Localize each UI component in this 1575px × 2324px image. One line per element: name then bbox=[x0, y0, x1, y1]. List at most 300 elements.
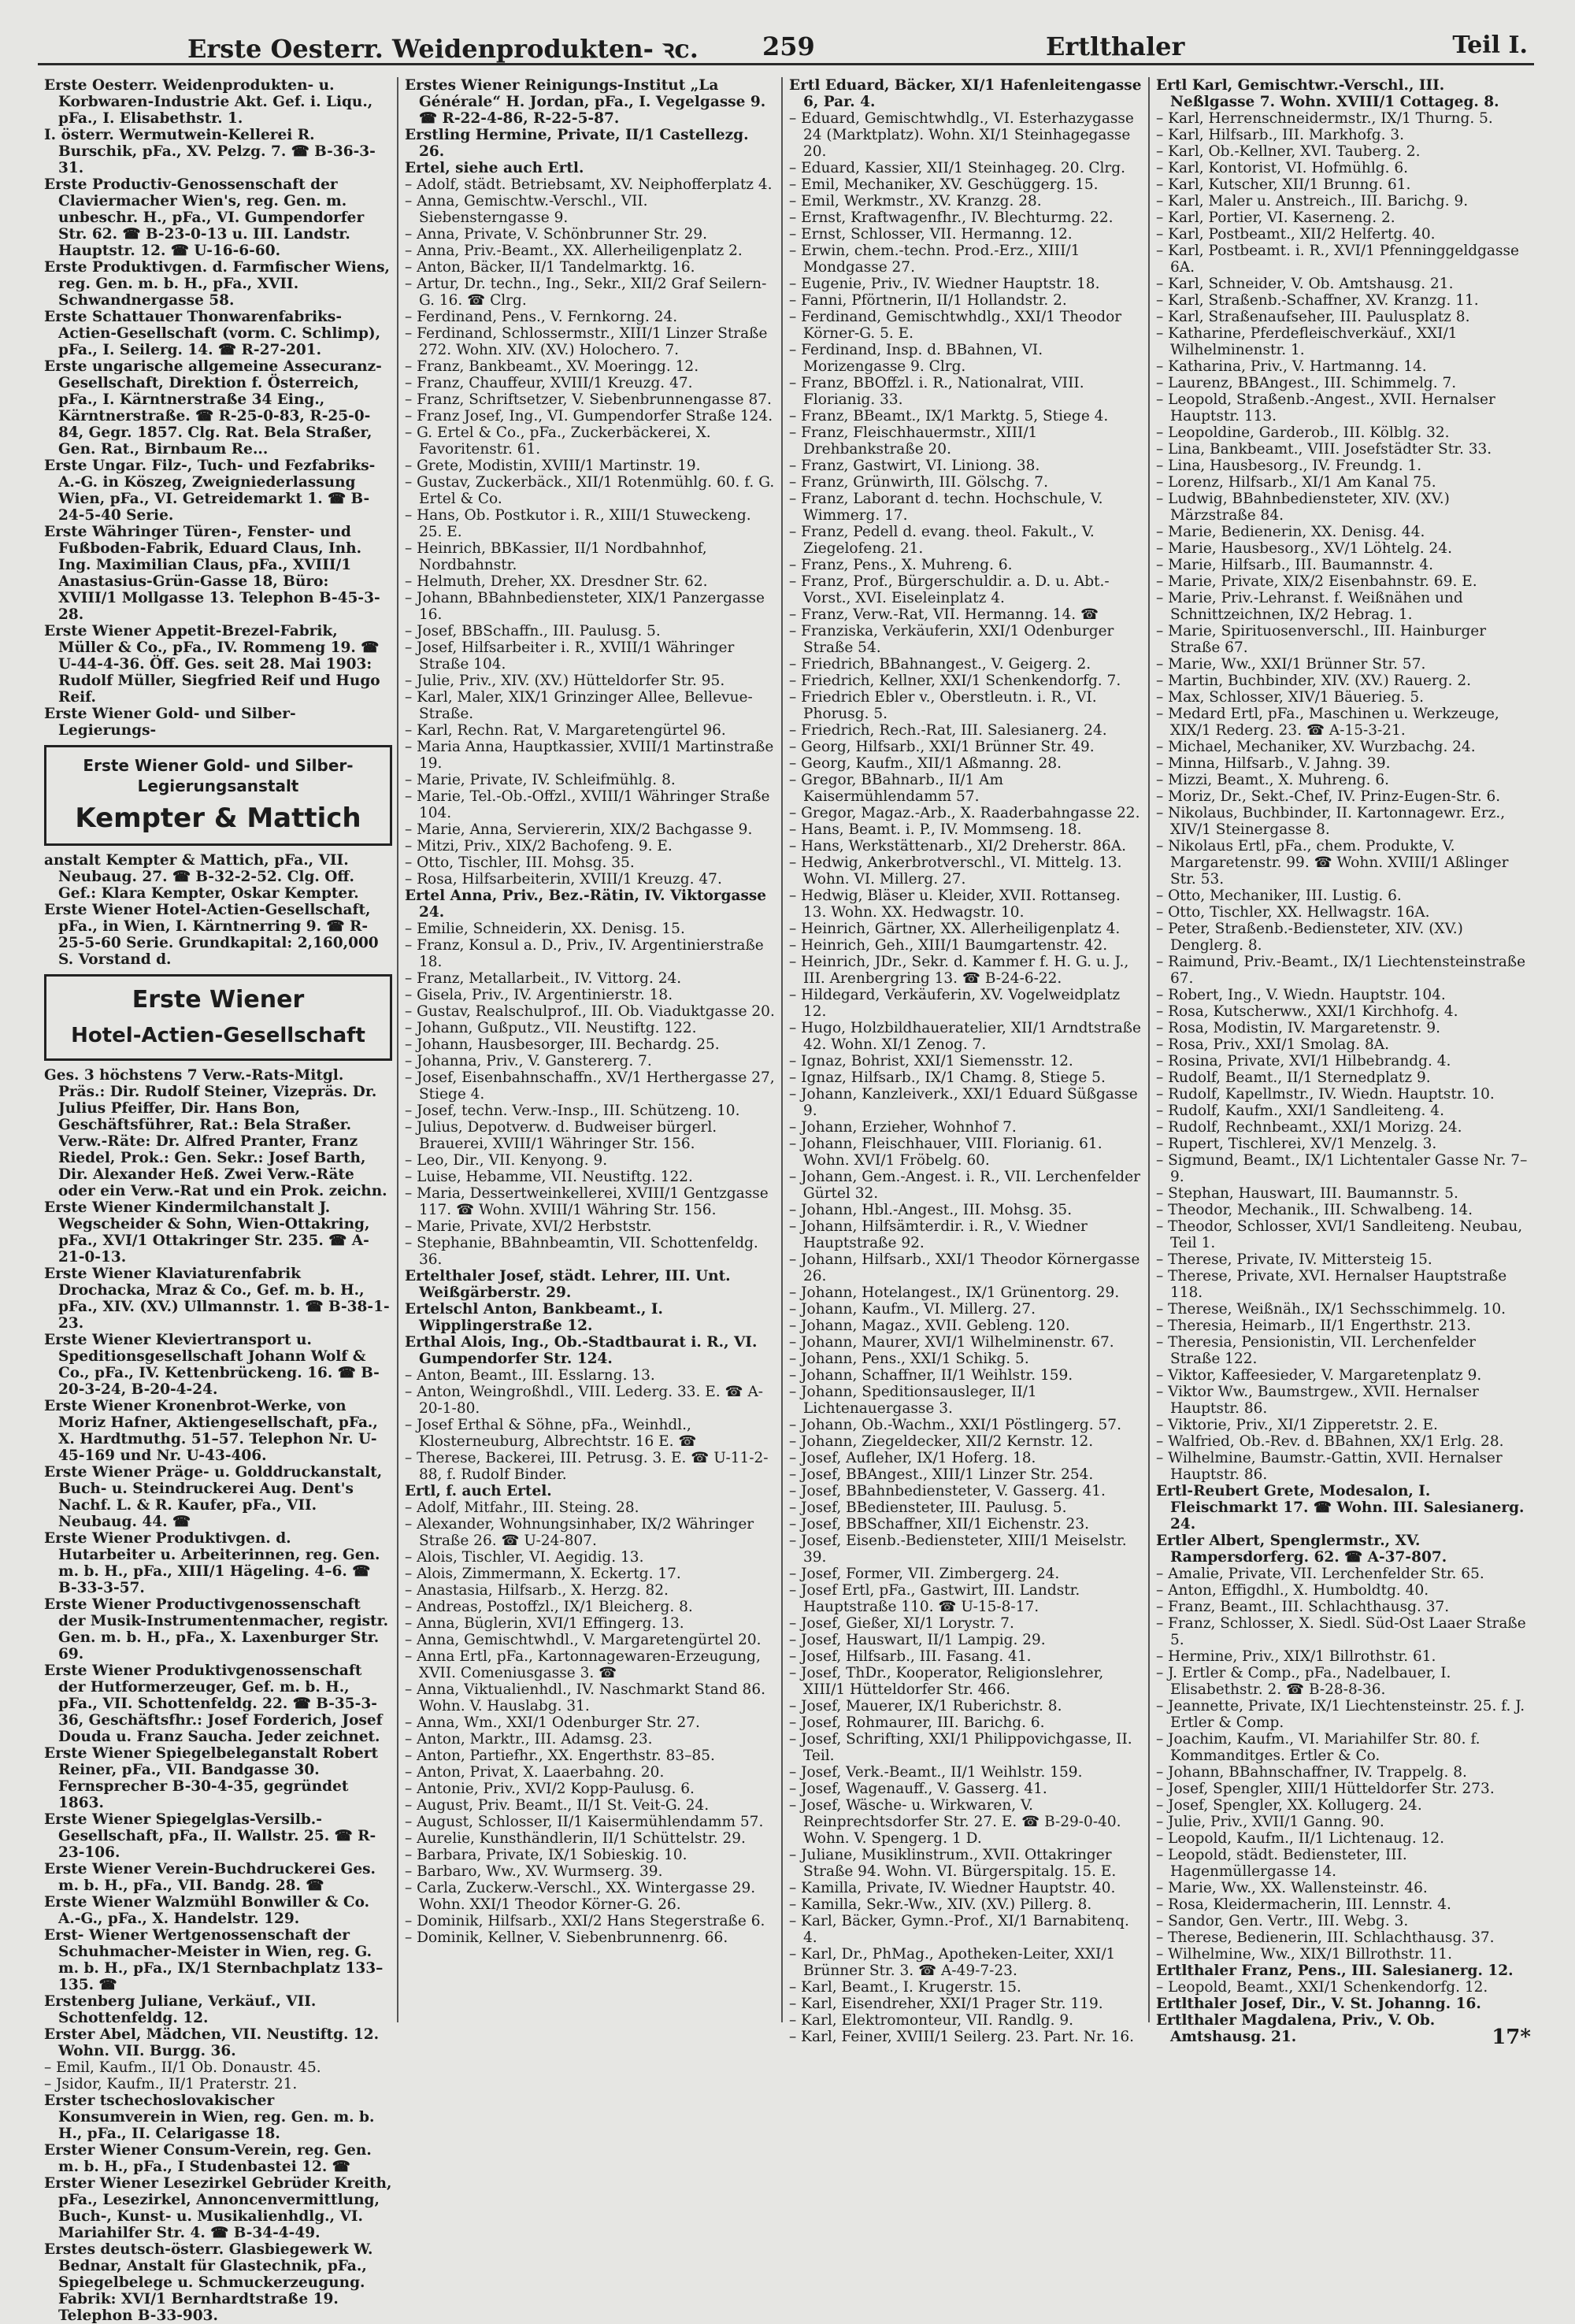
directory-entry: – Georg, Kaufm., XII/1 Aßmanng. 28. bbox=[789, 755, 1062, 772]
directory-entry: – Anna Ertl, pFa., Kartonnagewaren-Erzeugung, XVII. Comeniusgasse 3. ☎ bbox=[405, 1648, 761, 1681]
directory-entry: – Heinrich, Geh., XIII/1 Baumgartenstr. 42. bbox=[789, 937, 1108, 954]
directory-entry: – Karl, Schneider, V. Ob. Amtshausg. 21. bbox=[1156, 276, 1454, 292]
directory-entry: – Maria, Dessertweinkellerei, XVIII/1 Gentzgasse 117. ☎ Wohn. XVIII/1 Währing Str. 156. bbox=[405, 1185, 769, 1218]
directory-entry: – Karl, Portier, VI. Kaserneng. 2. bbox=[1156, 209, 1395, 226]
directory-entry: – August, Schlosser, II/1 Kaisermühlendamm 57. bbox=[405, 1814, 764, 1830]
directory-entry: – Anton, Bäcker, II/1 Tandelmarktg. 16. bbox=[405, 259, 695, 276]
directory-entry: – Gregor, BBahnarb., II/1 Am Kaisermühlendamm 57. bbox=[789, 772, 1004, 805]
directory-entry: – Lorenz, Hilfsarb., XI/1 Am Kanal 75. bbox=[1156, 474, 1436, 491]
directory-entry: – Franz, Fleischhauermstr., XIII/1 Drehbankstraße 20. bbox=[789, 424, 1038, 458]
directory-entry: – Hugo, Holzbildhaueratelier, XII/1 Arndtstraße 42. Wohn. XI/1 Zenog. 7. bbox=[789, 1020, 1141, 1053]
directory-entry: Erste Schattauer Thonwarenfabriks-Actien-Gesellschaft (vorm. C. Schlimp), pFa., I. Seilerg. 14. ☎ R-27-201. bbox=[44, 309, 381, 358]
directory-entry: – Marie, Private, XVI/2 Herbststr. bbox=[405, 1218, 652, 1235]
directory-entry: – Johann, Pens., XXI/1 Schikg. 5. bbox=[789, 1351, 1029, 1367]
directory-entry: – Robert, Ing., V. Wiedn. Hauptstr. 104. bbox=[1156, 987, 1446, 1003]
directory-entry: Ertel, siehe auch Ertl. bbox=[405, 160, 584, 176]
directory-entry: – Julie, Priv., XVII/1 Ganng. 90. bbox=[1156, 1814, 1384, 1830]
directory-entry: – Gisela, Priv., IV. Argentinierstr. 18. bbox=[405, 987, 673, 1003]
directory-entry: – Nikolaus, Buchbinder, II. Kartonnagewr. Erz., XIV/1 Steinergasse 8. bbox=[1156, 805, 1506, 838]
directory-entry: – Luise, Hebamme, VII. Neustiftg. 122. bbox=[405, 1169, 693, 1185]
directory-entry: – Josef, Wagenauff., V. Gasserg. 41. bbox=[789, 1781, 1047, 1797]
directory-entry: – Gustav, Realschulprof., III. Ob. Viaduktgasse 20. bbox=[405, 1003, 775, 1020]
ad-kempter-line2: Kempter & Mattich bbox=[75, 802, 361, 834]
directory-entry: – Fanni, Pförtnerin, II/1 Hollandstr. 2. bbox=[789, 292, 1067, 309]
advertisement-kempter-mattich bbox=[44, 745, 392, 846]
directory-entry: – Rudolf, Kaufm., XXI/1 Sandleiteng. 4. bbox=[1156, 1103, 1444, 1119]
directory-entry: Erste Wiener Spiegelglas-Versilb.-Gesellschaft, pFa., II. Wallstr. 25. ☎ R-23-106. bbox=[44, 1811, 376, 1861]
directory-entry: Erster tschechoslovakischer Konsumverein in Wien, reg. Gen. m. b. H., pFa., II. Celarigasse 18. bbox=[44, 2092, 375, 2142]
directory-entry: – Adolf, städt. Betriebsamt, XV. Neiphofferplatz 4. bbox=[405, 176, 773, 193]
directory-entry: Erste Wiener Kleviertransport u. Speditionsgesellschaft Johann Wolf & Co., pFa., IV. Kettenbrückeng. 16. ☎ B-20-3-24, B-20-4-24. bbox=[44, 1332, 380, 1398]
directory-entry: I. österr. Wermutwein-Kellerei R. Burschik, pFa., XV. Pelzg. 7. ☎ B-36-3-31. bbox=[44, 127, 376, 176]
directory-entry: – Leopold, Straßenb.-Angest., XVII. Hernalser Hauptstr. 113. bbox=[1156, 391, 1495, 424]
directory-entry: – Josef, Spengler, XX. Kollugerg. 24. bbox=[1156, 1797, 1422, 1814]
directory-entry: – Theresia, Pensionistin, VII. Lerchenfelder Straße 122. bbox=[1156, 1334, 1477, 1367]
directory-entry: Erste Währinger Türen-, Fenster- und Fußboden-Fabrik, Eduard Claus, Inh. Ing. Maximilian Claus, pFa., XVIII/1 Anastasius-Grün-Gasse 18, Büro: XVIII/1 Mollgasse 13. Telephon B-45-3-28. bbox=[44, 524, 380, 623]
directory-entry: – Anna, Büglerin, XVI/1 Effingerg. 13. bbox=[405, 1615, 684, 1632]
directory-entry: Erstling Hermine, Private, II/1 Castellezg. 26. bbox=[405, 127, 749, 160]
directory-entry: – Johann, Ob.-Wachm., XXI/1 Pöstlingerg. 57. bbox=[789, 1417, 1121, 1433]
directory-entry: – Karl, Straßenb.-Schaffner, XV. Kranzg. 11. bbox=[1156, 292, 1479, 309]
directory-entry: – Raimund, Priv.-Beamt., IX/1 Liechtensteinstraße 67. bbox=[1156, 954, 1526, 987]
directory-entry: – Karl, Rechn. Rat, V. Margaretengürtel 96. bbox=[405, 722, 726, 739]
directory-entry: Ertl Eduard, Bäcker, XI/1 Hafenleitengasse 6, Par. 4. bbox=[789, 77, 1142, 110]
directory-entry: – Josef, Hauswart, II/1 Lampig. 29. bbox=[789, 1632, 1046, 1648]
directory-entry: – Leopoldine, Garderob., III. Kölblg. 32. bbox=[1156, 424, 1450, 441]
directory-entry: Ertl, f. auch Ertel. bbox=[405, 1483, 552, 1499]
directory-entry: – Aurelie, Kunsthändlerin, II/1 Schüttelstr. 29. bbox=[405, 1830, 746, 1847]
directory-entry: Ertlthaler Josef, Dir., V. St. Johanng. 16. bbox=[1156, 1996, 1481, 2012]
directory-entry: – Johann, BBahnschaffner, IV. Trappelg. 8. bbox=[1156, 1764, 1467, 1781]
directory-entry: – Rosa, Modistin, IV. Margaretenstr. 9. bbox=[1156, 1020, 1440, 1036]
directory-entry: – Ferdinand, Insp. d. BBahnen, VI. Morizengasse 9. Clrg. bbox=[789, 342, 1043, 375]
directory-entry: – Hermine, Priv., XIX/1 Billrothstr. 61. bbox=[1156, 1648, 1436, 1665]
directory-entry: – Adolf, Mitfahr., III. Steing. 28. bbox=[405, 1499, 639, 1516]
directory-entry: – Anton, Partiefhr., XX. Engerthstr. 83–85. bbox=[405, 1748, 715, 1764]
directory-entry: – Johann, Hilfsarb., XXI/1 Theodor Körnergasse 26. bbox=[789, 1251, 1140, 1284]
directory-entry: – Julie, Priv., XIV. (XV.) Hütteldorfer Str. 95. bbox=[405, 673, 725, 689]
directory-entry: Ertl-Reubert Grete, Modesalon, I. Fleischmarkt 17. ☎ Wohn. III. Salesianerg. 24. bbox=[1156, 1483, 1525, 1533]
directory-entry: – Josef, BBediensteter, III. Paulusg. 5. bbox=[789, 1499, 1067, 1516]
header-left-running-head: Erste Oesterr. Weidenprodukten- ꝛc. bbox=[187, 34, 699, 64]
ad-hotel-line1: Erste Wiener bbox=[132, 986, 305, 1014]
directory-entry: – Mizzi, Beamt., X. Muhreng. 6. bbox=[1156, 772, 1390, 788]
directory-entry: – Therese, Weißnäh., IX/1 Sechsschimmelg. 10. bbox=[1156, 1301, 1506, 1318]
directory-entry: – Anna, Viktualienhdl., IV. Naschmarkt Stand 86. Wohn. V. Hauslabg. 31. bbox=[405, 1681, 765, 1714]
directory-entry: – Karl, Ob.-Kellner, XVI. Tauberg. 2. bbox=[1156, 143, 1421, 160]
directory-entry: – Lina, Hausbesorg., IV. Freundg. 1. bbox=[1156, 458, 1422, 474]
directory-entry: – Carla, Zuckerw.-Verschl., XX. Wintergasse 29. Wohn. XXI/1 Theodor Körner-G. 26. bbox=[405, 1880, 756, 1913]
directory-entry: Erster Abel, Mädchen, VII. Neustiftg. 12. Wohn. VII. Burgg. 36. bbox=[44, 2026, 380, 2059]
directory-entry: Erste Produktivgen. d. Farmfischer Wiens, reg. Gen. m. b. H., pFa., XVII. Schwandnergasse 58. bbox=[44, 259, 390, 309]
directory-entry: Ertelschl Anton, Bankbeamt., I. Wipplingerstraße 12. bbox=[405, 1301, 663, 1334]
directory-entry: – Karl, Bäcker, Gymn.-Prof., XI/1 Barnabitenq. 4. bbox=[789, 1913, 1129, 1946]
directory-entry: – Anna, Priv.-Beamt., XX. Allerheiligenplatz 2. bbox=[405, 243, 743, 259]
directory-entry: – Johann, Schaffner, II/1 Weihlstr. 159. bbox=[789, 1367, 1073, 1384]
directory-entry: anstalt Kempter & Mattich, pFa., VII. Neubaug. 27. ☎ B-32-2-52. Clg. Off. Gef.: Klara Kempter, Oskar Kempter. bbox=[44, 852, 359, 902]
directory-entry: – Johann, Kaufm., VI. Millerg. 27. bbox=[789, 1301, 1036, 1318]
directory-entry: – Marie, Hilfsarb., III. Baumannstr. 4. bbox=[1156, 557, 1434, 573]
directory-entry: – Viktor, Kaffeesieder, V. Margaretenplatz 9. bbox=[1156, 1367, 1482, 1384]
directory-entry: – Alexander, Wohnungsinhaber, IX/2 Währinger Straße 26. ☎ U-24-807. bbox=[405, 1516, 754, 1549]
directory-entry: Erst- Wiener Wertgenossenschaft der Schuhmacher-Meister in Wien, reg. G. m. b. H., pFa., IX/1 Sternbachplatz 133–135. ☎ bbox=[44, 1927, 384, 1993]
directory-entry: – Therese, Bedienerin, III. Schlachthausg. 37. bbox=[1156, 1929, 1495, 1946]
directory-entry: – Wilhelmine, Baumstr.-Gattin, XVII. Hernalser Hauptstr. 86. bbox=[1156, 1450, 1503, 1483]
directory-entry: – Medard Ertl, pFa., Maschinen u. Werkzeuge, XIX/1 Rederg. 23. ☎ A-15-3-21. bbox=[1156, 706, 1499, 739]
directory-entry: – Heinrich, BBKassier, II/1 Nordbahnhof, Nordbahnstr. bbox=[405, 540, 707, 573]
directory-entry: – Marie, Ww., XXI/1 Brünner Str. 57. bbox=[1156, 656, 1426, 673]
directory-entry: – Joachim, Kaufm., VI. Mariahilfer Str. 80. f. Kommanditges. Ertler & Co. bbox=[1156, 1731, 1480, 1764]
directory-entry: – Johann, Erzieher, Wohnhof 7. bbox=[789, 1119, 1017, 1136]
directory-entry: – Franz, BBeamt., IX/1 Marktg. 5, Stiege 4. bbox=[789, 408, 1109, 424]
directory-entry: – Karl, Beamt., I. Krugerstr. 15. bbox=[789, 1979, 1021, 1996]
directory-entry: – Johann, Gem.-Angest. i. R., VII. Lerchenfelder Gürtel 32. bbox=[789, 1169, 1140, 1202]
directory-entry: – Karl, Kutscher, XII/1 Brunng. 61. bbox=[1156, 176, 1411, 193]
directory-entry: – Karl, Straßenaufseher, III. Paulusplatz 8. bbox=[1156, 309, 1470, 325]
directory-entry: – Rosa, Priv., XXI/1 Smolag. 8A. bbox=[1156, 1036, 1390, 1053]
directory-entry: Erste Wiener Productivgenossenschaft der Musik-Instrumentenmacher, registr. Gen. m. b. H., pFa., X. Laxenburger Str. 69. bbox=[44, 1596, 389, 1662]
directory-entry: Erste Wiener Produktivgen. d. Hutarbeiter u. Arbeiterinnen, reg. Gen. m. b. H., pFa., XIII/1 Hägeling. 4–6. ☎ B-33-3-57. bbox=[44, 1530, 380, 1596]
directory-entry: – Marie, Bedienerin, XX. Denisg. 44. bbox=[1156, 524, 1425, 540]
directory-entry: – Therese, Backerei, III. Petrusg. 3. E. ☎ U-11-2-88, f. Rudolf Binder. bbox=[405, 1450, 769, 1483]
column-3 bbox=[783, 77, 1150, 2045]
directory-entry: – Stephan, Hauswart, III. Baumannstr. 5. bbox=[1156, 1185, 1458, 1202]
directory-entry: – Anton, Weingroßhdl., VIII. Lederg. 33. E. ☎ A-20-1-80. bbox=[405, 1384, 764, 1417]
directory-entry: – Franziska, Verkäuferin, XXI/1 Odenburger Straße 54. bbox=[789, 623, 1114, 656]
directory-entry: – Anton, Effigdhl., X. Humboldtg. 40. bbox=[1156, 1582, 1429, 1599]
column-2 bbox=[398, 77, 783, 2022]
directory-entry: – G. Ertel & Co., pFa., Zuckerbäckerei, X. Favoritenstr. 61. bbox=[405, 424, 711, 458]
directory-entry: – Rudolf, Rechnbeamt., XXI/1 Morizg. 24. bbox=[1156, 1119, 1462, 1136]
directory-entry: – Karl, Feiner, XVIII/1 Seilerg. 23. Part. Nr. 16. bbox=[789, 2029, 1134, 2045]
directory-entry: – Leopold, städt. Bediensteter, III. Hagenmüllergasse 14. bbox=[1156, 1847, 1407, 1880]
directory-entry: – Leo, Dir., VII. Kenyong. 9. bbox=[405, 1152, 608, 1169]
directory-entry: – Friedrich, Rech.-Rat, III. Salesianerg. 24. bbox=[789, 722, 1107, 739]
directory-entry: Erste Wiener Spiegelbeleganstalt Robert Reiner, pFa., VII. Bandgasse 30. Fernsprecher B-30-4-35, gegründet 1863. bbox=[44, 1745, 379, 1811]
directory-entry: – Theodor, Mechanik., III. Schwalbeng. 14. bbox=[1156, 1202, 1473, 1218]
directory-entry: Erster Wiener Lesezirkel Gebrüder Kreith, pFa., Lesezirkel, Annoncenvermittlung, Buch-, Kunst- u. Musikalienhdlg., VI. Mariahilfer Str. 4. ☎ B-34-4-49. bbox=[44, 2175, 392, 2241]
directory-entry: – Josef, BBahnbediensteter, V. Gasserg. 41. bbox=[789, 1483, 1106, 1499]
directory-entry: – Therese, Private, XVI. Hernalser Hauptstraße 118. bbox=[1156, 1268, 1507, 1301]
directory-entry: – Amalie, Private, VII. Lerchenfelder Str. 65. bbox=[1156, 1566, 1484, 1582]
directory-entry: – Karl, Hilfsarb., III. Markhofg. 3. bbox=[1156, 127, 1405, 143]
directory-entry: – Marie, Tel.-Ob.-Offzl., XVIII/1 Währinger Straße 104. bbox=[405, 788, 770, 821]
directory-entry: – Josef, Former, VII. Zimbergerg. 24. bbox=[789, 1566, 1060, 1582]
directory-entry: – Theodor, Schlosser, XVI/1 Sandleiteng. Neubau, Teil 1. bbox=[1156, 1218, 1523, 1251]
directory-entry: – Leopold, Beamt., XXI/1 Schenkendorfg. 12. bbox=[1156, 1979, 1488, 1996]
directory-entry: – J. Ertler & Comp., pFa., Nadelbauer, I. Elisabethstr. 2. ☎ B-28-8-36. bbox=[1156, 1665, 1451, 1698]
directory-entry: – Ignaz, Hilfsarb., IX/1 Chamg. 8, Stiege 5. bbox=[789, 1069, 1106, 1086]
directory-entry: – Karl, Elektromonteur, VII. Randlg. 9. bbox=[789, 2012, 1074, 2029]
directory-entry: – Anna, Private, V. Schönbrunner Str. 29. bbox=[405, 226, 708, 243]
directory-entry: Erthal Alois, Ing., Ob.-Stadtbaurat i. R., VI. Gumpendorfer Str. 124. bbox=[405, 1334, 758, 1367]
directory-entry: – Karl, Herrenschneidermstr., IX/1 Thurng. 5. bbox=[1156, 110, 1493, 127]
directory-entry: – Hans, Werkstättenarb., XI/2 Dreherstr. 86A. bbox=[789, 838, 1126, 854]
directory-entry: – Otto, Tischler, XX. Hellwagstr. 16A. bbox=[1156, 904, 1430, 921]
directory-entry: Erste Wiener Produktivgenossenschaft der Hutformerzeuger, Gef. m. b. H., pFa., VII. Schottenfeldg. 22. ☎ B-35-3-36, Geschäftsfhr.: Josef Forderich, Josef Douda u. Franz Saucha. Jeder zeichnet. bbox=[44, 1662, 383, 1745]
directory-entry: – August, Priv. Beamt., II/1 St. Veit-G. 24. bbox=[405, 1797, 710, 1814]
directory-entry: – Rosa, Kutscherww., XXI/1 Kirchhofg. 4. bbox=[1156, 1003, 1458, 1020]
directory-entry: – Ernst, Schlosser, VII. Hermanng. 12. bbox=[789, 226, 1073, 243]
directory-entry: – Marie, Priv.-Lehranst. f. Weißnähen und Schnittzeichnen, IX/2 Hebrag. 1. bbox=[1156, 590, 1463, 623]
directory-entry: – Rudolf, Beamt., II/1 Sternedplatz 9. bbox=[1156, 1069, 1431, 1086]
directory-entry: – Otto, Mechaniker, III. Lustig. 6. bbox=[1156, 888, 1402, 904]
directory-entry: Erste Oesterr. Weidenprodukten- u. Korbwaren-Industrie Akt. Gef. i. Liqu., pFa., I. Elisabethstr. 1. bbox=[44, 77, 373, 127]
columns-container bbox=[38, 77, 1534, 2324]
directory-entry: – Max, Schlosser, XIV/1 Bäuerieg. 5. bbox=[1156, 689, 1424, 706]
directory-entry: – Rudolf, Kapellmstr., IV. Wiedn. Hauptstr. 10. bbox=[1156, 1086, 1495, 1103]
directory-entry: – Franz, Beamt., III. Schlachthausg. 37. bbox=[1156, 1599, 1450, 1615]
directory-entry: – Johann, Hilfsämterdir. i. R., V. Wiedner Hauptstraße 92. bbox=[789, 1218, 1088, 1251]
directory-entry: – Josef, BBSchaffn., III. Paulusg. 5. bbox=[405, 623, 661, 639]
directory-entry: – Eduard, Gemischtwhdlg., VI. Esterhazygasse 24 (Marktplatz). Wohn. XI/1 Steinhagegasse 20. bbox=[789, 110, 1134, 160]
directory-entry: – Andreas, Postoffzl., IX/1 Bleicherg. 8. bbox=[405, 1599, 693, 1615]
directory-entry: Erste Wiener Appetit-Brezel-Fabrik, Müller & Co., pFa., IV. Rommeng 19. ☎ U-44-4-36. Öff. Ges. seit 28. Mai 1903: Rudolf Müller, Siegfried Reif und Hugo Reif. bbox=[44, 623, 380, 706]
directory-entry: – Grete, Modistin, XVIII/1 Martinstr. 19. bbox=[405, 458, 701, 474]
directory-entry: – Franz, Gastwirt, VI. Liniong. 38. bbox=[789, 458, 1040, 474]
directory-entry: – Josef, Hilfsarb., III. Fasang. 41. bbox=[789, 1648, 1032, 1665]
directory-entry: – Mitzi, Priv., XIX/2 Bachofeng. 9. E. bbox=[405, 838, 673, 854]
directory-entry: – Johann, Ziegeldecker, XII/2 Kernstr. 12. bbox=[789, 1433, 1094, 1450]
directory-entry: – Franz, Konsul a. D., Priv., IV. Argentinierstraße 18. bbox=[405, 937, 764, 970]
directory-entry: – Johann, Hausbesorger, III. Bechardg. 25. bbox=[405, 1036, 720, 1053]
directory-entry: Erstenberg Juliane, Verkäuf., VII. Schottenfeldg. 12. bbox=[44, 1993, 317, 2026]
directory-entry: – Nikolaus Ertl, pFa., chem. Produkte, V. Margaretenstr. 99. ☎ Wohn. XVIII/1 Aßlinger Str. 53. bbox=[1156, 838, 1509, 888]
directory-entry: – Josef, Eisenb.-Bediensteter, XIII/1 Meiselstr. 39. bbox=[789, 1533, 1127, 1566]
directory-entry: – Barbaro, Ww., XV. Wurmserg. 39. bbox=[405, 1863, 663, 1880]
directory-entry: – Kamilla, Sekr.-Ww., XIV. (XV.) Pillerg. 8. bbox=[789, 1896, 1092, 1913]
directory-entry: Erste Wiener Klaviaturenfabrik Drochacka, Mraz & Co., Gef. m. b. H., pFa., XIV. (XV.) Ullmannstr. 1. ☎ B-38-1-23. bbox=[44, 1266, 390, 1332]
directory-entry: – Johann, Magaz., XVII. Gebleng. 120. bbox=[789, 1318, 1070, 1334]
directory-entry: – Ignaz, Bohrist, XXI/1 Siemensstr. 12. bbox=[789, 1053, 1073, 1069]
directory-entry: – Josef, Gießer, XI/1 Lorystr. 7. bbox=[789, 1615, 1014, 1632]
directory-entry: Ges. 3 höchstens 7 Verw.-Rats-Mitgl. Präs.: Dir. Rudolf Steiner, Vizepräs. Dr. Julius Pfeiffer, Dir. Hans Bon, Geschäftsführer, Rat.: Bela Straßer. Verw.-Räte: Dr. Alfred Pranter, Franz Riedel, Prok.: Gen. Sekr.: Josef Barth, Dir. Alexander Heß. Zwei Verw.-Räte oder ein Verw.-Rat und ein Prok. zeichn. bbox=[44, 1067, 387, 1199]
directory-entry: – Heinrich, JDr., Sekr. d. Kammer f. H. G. u. J., III. Arenbergring 13. ☎ B-24-6-22. bbox=[789, 954, 1129, 987]
printer-signature: 17* bbox=[1492, 2026, 1531, 2049]
directory-entry: – Ernst, Kraftwagenfhr., IV. Blechturmg. 22. bbox=[789, 209, 1114, 226]
page-header bbox=[38, 28, 1534, 65]
directory-entry: – Martin, Buchbinder, XIV. (XV.) Rauerg. 2. bbox=[1156, 673, 1471, 689]
directory-entry: – Georg, Hilfsarb., XXI/1 Brünner Str. 49. bbox=[789, 739, 1095, 755]
directory-entry: – Jsidor, Kaufm., II/1 Praterstr. 21. bbox=[44, 2076, 298, 2092]
directory-entry: – Otto, Tischler, III. Mohsg. 35. bbox=[405, 854, 635, 871]
directory-entry: Erste Wiener Präge- u. Golddruckanstalt, Buch- u. Steindruckerei Aug. Dent's Nachf. L. & R. Kaufer, pFa., VII. Neubaug. 44. ☎ bbox=[44, 1464, 383, 1530]
directory-entry: – Erwin, chem.-techn. Prod.-Erz., XIII/1 Mondgasse 27. bbox=[789, 243, 1080, 276]
header-part-label: Teil I. bbox=[1452, 32, 1528, 59]
directory-entry: Erste Wiener Walzmühl Bonwiller & Co. A.-G., pFa., X. Handelstr. 129. bbox=[44, 1894, 370, 1927]
directory-entry: – Michael, Mechaniker, XV. Wurzbachg. 24. bbox=[1156, 739, 1476, 755]
directory-entry: – Leopold, Kaufm., II/1 Lichtenaug. 12. bbox=[1156, 1830, 1445, 1847]
directory-entry: Ertel Anna, Priv., Bez.-Rätin, IV. Viktorgasse 24. bbox=[405, 888, 767, 921]
directory-entry: Ertlthaler Magdalena, Priv., V. Ob. Amtshausg. 21. bbox=[1156, 2012, 1436, 2045]
advertisement-hotel-actien bbox=[44, 974, 392, 1061]
directory-entry: – Jeannette, Private, IX/1 Liechtensteinstr. 25. f. J. Ertler & Comp. bbox=[1156, 1698, 1525, 1731]
directory-entry: – Juliane, Musiklinstrum., XVII. Ottakringer Straße 94. Wohn. VI. Bürgerspitalg. 15. E. bbox=[789, 1847, 1117, 1880]
directory-entry: – Hans, Ob. Postkutor i. R., XIII/1 Stuweckeng. 25. E. bbox=[405, 507, 751, 540]
directory-entry: – Marie, Private, IV. Schleifmühlg. 8. bbox=[405, 772, 676, 788]
directory-entry: – Eduard, Kassier, XII/1 Steinhageg. 20. Clrg. bbox=[789, 160, 1125, 176]
directory-entry: – Hans, Beamt. i. P., IV. Mommseng. 18. bbox=[789, 821, 1082, 838]
directory-entry: – Anton, Privat, X. Laaerbahng. 20. bbox=[405, 1764, 665, 1781]
directory-entry: – Franz, Schriftsetzer, V. Siebenbrunnengasse 87. bbox=[405, 391, 772, 408]
directory-entry: – Sigmund, Beamt., IX/1 Lichtentaler Gasse Nr. 7–9. bbox=[1156, 1152, 1528, 1185]
directory-entry: – Johann, Hbl.-Angest., III. Mohsg. 35. bbox=[789, 1202, 1073, 1218]
directory-entry: – Josef, BBAngest., XIII/1 Linzer Str. 254. bbox=[789, 1466, 1094, 1483]
directory-entry: – Johann, Gußputz., VII. Neustiftg. 122. bbox=[405, 1020, 697, 1036]
directory-entry: – Karl, Postbeamt. i. R., XVI/1 Pfenninggeldgasse 6A. bbox=[1156, 243, 1519, 276]
directory-entry: – Johann, Maurer, XVI/1 Wilhelminenstr. 67. bbox=[789, 1334, 1114, 1351]
directory-entry: – Josef, Verk.-Beamt., II/1 Weihlstr. 159. bbox=[789, 1764, 1083, 1781]
directory-entry: – Peter, Straßenb.-Bediensteter, XIV. (XV.) Denglerg. 8. bbox=[1156, 921, 1463, 954]
directory-entry: Erster Wiener Consum-Verein, reg. Gen. m. b. H., pFa., I Studenbastei 12. ☎ bbox=[44, 2142, 372, 2175]
directory-entry: – Viktor Ww., Baumstrgew., XVII. Hernalser Hauptstr. 86. bbox=[1156, 1384, 1479, 1417]
directory-entry: Ertler Albert, Spenglermstr., XV. Rampersdorferg. 62. ☎ A-37-807. bbox=[1156, 1533, 1447, 1566]
directory-entry: – Ferdinand, Gemischtwhdlg., XXI/1 Theodor Körner-G. 5. E. bbox=[789, 309, 1122, 342]
directory-entry: – Rosina, Private, XVI/1 Hilbebrandg. 4. bbox=[1156, 1053, 1451, 1069]
directory-entry: – Franz Josef, Ing., VI. Gumpendorfer Straße 124. bbox=[405, 408, 773, 424]
directory-entry: – Marie, Hausbesorg., XV/1 Löhtelg. 24. bbox=[1156, 540, 1452, 557]
directory-entry: – Marie, Spirituosenverschl., III. Hainburger Straße 67. bbox=[1156, 623, 1487, 656]
directory-entry: Erstes deutsch-österr. Glasbiegewerk W. Bednar, Anstalt für Glastechnik, pFa., Spiegelbelege u. Schmuckerzeugung. Fabrik: XVI/1 Bernhardtstraße 19. Telephon B-33-903. bbox=[44, 2241, 373, 2324]
directory-entry: – Franz, Bankbeamt., XV. Moeringg. 12. bbox=[405, 358, 699, 375]
directory-entry: – Dominik, Kellner, V. Siebenbrunnenrg. 66. bbox=[405, 1929, 728, 1946]
ad-hotel-line2: Hotel-Actien-Gesellschaft bbox=[71, 1024, 365, 1047]
directory-entry: – Johann, Hotelangest., IX/1 Grünentorg. 29. bbox=[789, 1284, 1120, 1301]
directory-entry: – Maria Anna, Hauptkassier, XVIII/1 Martinstraße 19. bbox=[405, 739, 774, 772]
directory-entry: – Anna, Wm., XXI/1 Odenburger Str. 27. bbox=[405, 1714, 700, 1731]
directory-entry: – Anna, Gemischtw.-Verschl., VII. Siebensterngasse 9. bbox=[405, 193, 648, 226]
directory-entry: – Karl, Dr., PhMag., Apotheken-Leiter, XXI/1 Brünner Str. 3. ☎ A-49-7-23. bbox=[789, 1946, 1116, 1979]
directory-entry: – Anna, Gemischtwhdl., V. Margaretengürtel 20. bbox=[405, 1632, 762, 1648]
directory-entry: – Dominik, Hilfsarb., XXI/2 Hans Stegerstraße 6. bbox=[405, 1913, 765, 1929]
directory-entry: – Gregor, Magaz.-Arb., X. Raaderbahngasse 22. bbox=[789, 805, 1140, 821]
directory-entry: – Friedrich, Kellner, XXI/1 Schenkendorfg. 7. bbox=[789, 673, 1121, 689]
directory-entry: – Johann, Speditionsausleger, II/1 Lichtenauergasse 3. bbox=[789, 1384, 1037, 1417]
directory-entry: – Josef Erthal & Söhne, pFa., Weinhdl., Klosterneuburg, Albrechtstr. 16 E. ☎ bbox=[405, 1417, 697, 1450]
directory-entry: – Karl, Eisendreher, XXI/1 Prager Str. 119. bbox=[789, 1996, 1103, 2012]
directory-entry: – Hedwig, Bläser u. Kleider, XVII. Rottanseg. 13. Wohn. XX. Hedwagstr. 10. bbox=[789, 888, 1121, 921]
directory-entry: – Walfried, Ob.-Rev. d. BBahnen, XX/1 Erlg. 28. bbox=[1156, 1433, 1504, 1450]
directory-entry: – Anastasia, Hilfsarb., X. Herzg. 82. bbox=[405, 1582, 669, 1599]
directory-entry: – Josef, Wäsche- u. Wirkwaren, V. Reinprechtsdorfer Str. 27. E. ☎ B-29-0-40. Wohn. V. Spengerg. 1 D. bbox=[789, 1797, 1121, 1847]
directory-entry: – Josef, Eisenbahnschaffn., XV/1 Herthergasse 27, Stiege 4. bbox=[405, 1069, 775, 1103]
directory-entry: – Emil, Werkmstr., XV. Kranzg. 28. bbox=[789, 193, 1042, 209]
directory-entry: – Anton, Beamt., III. Esslarng. 13. bbox=[405, 1367, 655, 1384]
directory-entry: – Heinrich, Gärtner, XX. Allerheiligenplatz 4. bbox=[789, 921, 1121, 937]
directory-entry: – Josef Ertl, pFa., Gastwirt, III. Landstr. Hauptstraße 110. ☎ U-15-8-17. bbox=[789, 1582, 1080, 1615]
directory-entry: – Sandor, Gen. Vertr., III. Webg. 3. bbox=[1156, 1913, 1409, 1929]
directory-entry: – Josef, Spengler, XIII/1 Hütteldorfer Str. 273. bbox=[1156, 1781, 1495, 1797]
directory-entry: – Artur, Dr. techn., Ing., Sekr., XII/2 Graf Seilern-G. 16. ☎ Clrg. bbox=[405, 276, 767, 309]
directory-entry: – Josef, techn. Verw.-Insp., III. Schützeng. 10. bbox=[405, 1103, 740, 1119]
directory-entry: – Franz, Verw.-Rat, VII. Hermanng. 14. ☎ bbox=[789, 606, 1099, 623]
directory-entry: – Josef, Schrifting, XXI/1 Philippovichgasse, II. Teil. bbox=[789, 1731, 1132, 1764]
directory-entry: Erste Wiener Gold- und Silber-Legierungs- bbox=[44, 706, 296, 739]
directory-entry: – Franz, Pedell d. evang. theol. Fakult., V. Ziegelofeng. 21. bbox=[789, 524, 1095, 557]
directory-entry: – Emilie, Schneiderin, XX. Denisg. 15. bbox=[405, 921, 685, 937]
directory-entry: – Ferdinand, Schlossermstr., XIII/1 Linzer Straße 272. Wohn. XIV. (XV.) Holochero. 7. bbox=[405, 325, 768, 358]
directory-entry: – Josef, Rohmaurer, III. Barichg. 6. bbox=[789, 1714, 1045, 1731]
directory-entry: Erste Wiener Hotel-Actien-Gesellschaft, pFa., in Wien, I. Kärntnerring 9. ☎ R-25-5-60 Serie. Grundkapital: 2,160,000 S. Vorstand d. bbox=[44, 902, 379, 968]
directory-entry: – Karl, Kontorist, VI. Hofmühlg. 6. bbox=[1156, 160, 1408, 176]
directory-entry: – Alois, Tischler, VI. Aegidig. 13. bbox=[405, 1549, 644, 1566]
directory-entry: – Marie, Anna, Serviererin, XIX/2 Bachgasse 9. bbox=[405, 821, 753, 838]
directory-entry: – Johann, Kanzleiverk., XXI/1 Eduard Süßgasse 9. bbox=[789, 1086, 1138, 1119]
directory-entry: – Karl, Maler, XIX/1 Grinzinger Allee, Bellevue-Straße. bbox=[405, 689, 753, 722]
directory-entry: – Therese, Private, IV. Mittersteig 15. bbox=[1156, 1251, 1432, 1268]
directory-entry: – Franz, BBOffzl. i. R., Nationalrat, VIII. Florianig. 33. bbox=[789, 375, 1084, 408]
directory-entry: – Ludwig, BBahnbediensteter, XIV. (XV.) Märzstraße 84. bbox=[1156, 491, 1450, 524]
directory-entry: – Eugenie, Priv., IV. Wiedner Hauptstr. 18. bbox=[789, 276, 1100, 292]
directory-entry: – Franz, Laborant d. techn. Hochschule, V. Wimmerg. 17. bbox=[789, 491, 1103, 524]
directory-entry: Erste Wiener Kindermilchanstalt J. Wegscheider & Sohn, Wien-Ottakring, pFa., XVI/1 Ottakringer Str. 235. ☎ A-21-0-13. bbox=[44, 1199, 370, 1266]
directory-entry: – Emil, Kaufm., II/1 Ob. Donaustr. 45. bbox=[44, 2059, 321, 2076]
directory-entry: – Minna, Hilfsarb., V. Jahng. 39. bbox=[1156, 755, 1391, 772]
directory-entry: – Emil, Mechaniker, XV. Geschüggerg. 15. bbox=[789, 176, 1099, 193]
directory-entry: – Franz, Pens., X. Muhreng. 6. bbox=[789, 557, 1013, 573]
directory-entry: Ertl Karl, Gemischtwr.-Verschl., III. Neßlgasse 7. Wohn. XVIII/1 Cottageg. 8. bbox=[1156, 77, 1499, 110]
directory-entry: – Helmuth, Dreher, XX. Dresdner Str. 62. bbox=[405, 573, 708, 590]
directory-entry: – Josef, ThDr., Kooperator, Religionslehrer, XIII/1 Hütteldorfer Str. 466. bbox=[789, 1665, 1104, 1698]
directory-entry: – Wilhelmine, Ww., XIX/1 Billrothstr. 11. bbox=[1156, 1946, 1452, 1963]
directory-entry: – Katharine, Pferdefleischverkäuf., XXI/1 Wilhelminenstr. 1. bbox=[1156, 325, 1458, 358]
directory-entry: – Josef, BBSchaffner, XII/1 Eichenstr. 23. bbox=[789, 1516, 1089, 1533]
directory-entry: – Franz, Prof., Bürgerschuldir. a. D. u. Abt.-Vorst., XVI. Eiseleinplatz 4. bbox=[789, 573, 1110, 606]
directory-entry: Erste Wiener Verein-Buchdruckerei Ges. m. b. H., pFa., VII. Bandg. 28. ☎ bbox=[44, 1861, 376, 1894]
directory-entry: – Antonie, Priv., XVI/2 Kopp-Paulusg. 6. bbox=[405, 1781, 695, 1797]
directory-entry: – Karl, Maler u. Anstreich., III. Barichg. 9. bbox=[1156, 193, 1469, 209]
directory-entry: – Josef, Aufleher, IX/1 Hoferg. 18. bbox=[789, 1450, 1036, 1466]
directory-entry: Erste Ungar. Filz-, Tuch- und Fezfabriks-A.-G. in Köszeg, Zweigniederlassung Wien, pFa., VI. Getreidemarkt 1. ☎ B-24-5-40 Serie. bbox=[44, 458, 376, 524]
directory-entry: – Stephanie, BBahnbeamtin, VII. Schottenfeldg. 36. bbox=[405, 1235, 758, 1268]
directory-entry: Ertlthaler Franz, Pens., III. Salesianerg. 12. bbox=[1156, 1963, 1514, 1979]
directory-entry: – Barbara, Private, IX/1 Sobieskig. 10. bbox=[405, 1847, 687, 1863]
directory-entry: – Franz, Chauffeur, XVIII/1 Kreuzg. 47. bbox=[405, 375, 693, 391]
header-center-running-head: Ertlthaler bbox=[1046, 32, 1185, 61]
directory-entry: Erste ungarische allgemeine Assecuranz-Gesellschaft, Direktion f. Österreich, pFa., I. Kärntnerstraße 34 Eing., Kärntnerstraße. ☎ R-25-0-83, R-25-0-84, Gegr. 1857. Clg. Rat. Bela Straßer, Gen. Rat., Birnbaum Re... bbox=[44, 358, 382, 458]
ad-kempter-line1: Erste Wiener Gold- und Silber-Legierungsanstalt bbox=[83, 756, 354, 795]
directory-entry: Erstes Wiener Reinigungs-Institut „La Générale“ H. Jordan, pFa., I. Vegelgasse 9. ☎ R-22-4-86, R-22-5-87. bbox=[405, 77, 766, 127]
directory-entry: – Johann, BBahnbediensteter, XIX/1 Panzergasse 16. bbox=[405, 590, 765, 623]
directory-entry: – Josef, Hilfsarbeiter i. R., XVIII/1 Währinger Straße 104. bbox=[405, 639, 735, 673]
directory-entry: – Rosa, Hilfsarbeiterin, XVIII/1 Kreuzg. 47. bbox=[405, 871, 722, 888]
directory-entry: – Josef, Mauerer, IX/1 Ruberichstr. 8. bbox=[789, 1698, 1062, 1714]
directory-entry: – Franz, Metallarbeit., IV. Vittorg. 24. bbox=[405, 970, 682, 987]
directory-entry: – Marie, Ww., XX. Wallensteinstr. 46. bbox=[1156, 1880, 1428, 1896]
directory-entry: – Alois, Zimmermann, X. Eckertg. 17. bbox=[405, 1566, 681, 1582]
directory-entry: Erste Wiener Kronenbrot-Werke, von Moriz Hafner, Aktiengesellschaft, pFa., X. Hardtmuthg. 51–57. Telephon Nr. U-45-169 und Nr. U-43-406. bbox=[44, 1398, 378, 1464]
directory-entry: – Johann, Fleischhauer, VIII. Florianig. 61. Wohn. XVI/1 Fröbelg. 60. bbox=[789, 1136, 1102, 1169]
directory-entry: – Friedrich Ebler v., Oberstleutn. i. R., VI. Phorusg. 5. bbox=[789, 689, 1097, 722]
directory-entry: – Kamilla, Private, IV. Wiedner Hauptstr. 40. bbox=[789, 1880, 1116, 1896]
directory-entry: – Laurenz, BBAngest., III. Schimmelg. 7. bbox=[1156, 375, 1457, 391]
directory-entry: Erste Productiv-Genossenschaft der Claviermacher Wien's, reg. Gen. m. unbeschr. H., pFa., VI. Gumpendorfer Str. 62. ☎ B-23-0-13 u. III. Landstr. Hauptstr. 12. ☎ U-16-6-60. bbox=[44, 176, 365, 259]
directory-entry: – Moriz, Dr., Sekt.-Chef, IV. Prinz-Eugen-Str. 6. bbox=[1156, 788, 1501, 805]
directory-entry: – Viktorie, Priv., XI/1 Zipperetstr. 2. E. bbox=[1156, 1417, 1438, 1433]
directory-entry: – Karl, Postbeamt., XII/2 Helfertg. 40. bbox=[1156, 226, 1436, 243]
directory-entry: – Hildegard, Verkäuferin, XV. Vogelweidplatz 12. bbox=[789, 987, 1121, 1020]
page-number: 259 bbox=[762, 32, 815, 61]
directory-entry: – Johanna, Priv., V. Ganstererg. 7. bbox=[405, 1053, 652, 1069]
directory-entry: – Ferdinand, Pens., V. Fernkorng. 24. bbox=[405, 309, 678, 325]
column-4 bbox=[1150, 77, 1534, 2045]
directory-entry: – Julius, Depotverw. d. Budweiser bürgerl. Brauerei, XVIII/1 Währinger Str. 156. bbox=[405, 1119, 717, 1152]
directory-entry: – Lina, Bankbeamt., VIII. Josefstädter Str. 33. bbox=[1156, 441, 1492, 458]
directory-entry: – Franz, Schlosser, X. Siedl. Süd-Ost Laaer Straße 5. bbox=[1156, 1615, 1526, 1648]
directory-entry: – Theresia, Heimarb., II/1 Engerthstr. 213. bbox=[1156, 1318, 1471, 1334]
directory-entry: – Katharina, Priv., V. Hartmanng. 14. bbox=[1156, 358, 1427, 375]
directory-entry: – Franz, Grünwirth, III. Gölschg. 7. bbox=[789, 474, 1048, 491]
